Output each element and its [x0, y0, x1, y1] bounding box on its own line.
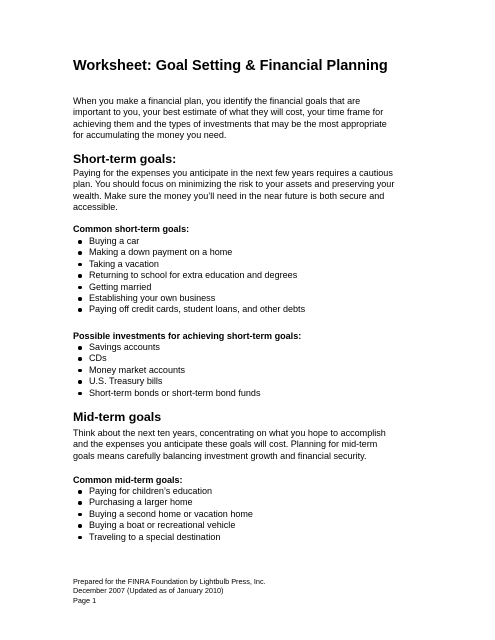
intro-line: achieving them and the types of investments that may be the most appropriate [73, 118, 387, 129]
list-item: Savings accounts [73, 342, 260, 353]
bullet-icon [78, 308, 82, 312]
bullet-icon [78, 357, 82, 361]
document-page [73, 0, 453, 640]
short-term-line: wealth. Make sure the money you’ll need in the near future is both secure and [73, 190, 385, 201]
list-item: Buying a car [73, 236, 305, 247]
bullet-icon [78, 536, 82, 540]
list-item: CDs [73, 353, 260, 364]
bullet-icon [78, 524, 82, 528]
short-term-investments-list [73, 342, 260, 399]
list-item: Getting married [73, 282, 305, 293]
bullet-icon [78, 240, 82, 244]
intro-line: for accumulating the money you need. [73, 130, 227, 141]
list-item: Paying off credit cards, student loans, and other debts [73, 304, 305, 315]
short-term-line: accessible. [73, 202, 118, 213]
list-item: Taking a vacation [73, 259, 305, 270]
list-item: Traveling to a special destination [73, 532, 253, 543]
short-term-line: Paying for the expenses you anticipate in the next few years requires a cautious [73, 168, 393, 178]
common-mid-term-heading: Common mid-term goals: [73, 475, 183, 485]
list-item: Paying for children’s education [73, 486, 253, 497]
mid-term-line: and the expenses you anticipate these goals will cost. Planning for mid-term [73, 439, 378, 450]
list-item: Returning to school for extra education and degrees [73, 270, 305, 281]
list-item: Establishing your own business [73, 293, 305, 304]
common-mid-term-list [73, 486, 253, 543]
list-item: Short-term bonds or short-term bond funds [73, 388, 260, 399]
page-footer [73, 577, 266, 605]
short-term-line: plan. You should focus on minimizing the risk to your assets and preserving your [73, 179, 395, 190]
list-item: Making a down payment on a home [73, 247, 305, 258]
bullet-icon [78, 501, 82, 505]
list-item: Money market accounts [73, 365, 260, 376]
short-term-paragraph [73, 168, 394, 214]
bullet-icon [78, 346, 82, 350]
bullet-icon [78, 490, 82, 494]
bullet-icon [78, 369, 82, 373]
footer-page-number: Page 1 [73, 595, 97, 605]
footer-date: December 2007 (Updated as of January 2010) [73, 586, 224, 596]
common-short-term-list [73, 236, 305, 316]
bullet-icon [78, 513, 82, 517]
mid-term-paragraph [73, 428, 386, 462]
list-item: Buying a boat or recreational vehicle [73, 520, 253, 531]
intro-paragraph [73, 96, 387, 142]
short-term-investments-heading: Possible investments for achieving short-term goals: [73, 331, 302, 341]
intro-line: important to you, your best estimate of what they will cost, your time frame for [73, 107, 384, 118]
common-short-term-heading: Common short-term goals: [73, 224, 190, 234]
list-item: U.S. Treasury bills [73, 376, 260, 387]
list-item: Purchasing a larger home [73, 497, 253, 508]
footer-prepared-by: Prepared for the FINRA Foundation by Lightbulb Press, Inc. [73, 577, 266, 586]
page-title: Worksheet: Goal Setting & Financial Planning [73, 58, 388, 74]
short-term-heading: Short-term goals: [73, 152, 177, 166]
bullet-icon [78, 380, 82, 384]
mid-term-line: goals means carefully balancing investment growth and financial security. [73, 450, 367, 461]
mid-term-line: Think about the next ten years, concentrating on what you hope to accomplish [73, 428, 386, 438]
mid-term-heading: Mid-term goals [73, 410, 162, 424]
intro-line: When you make a financial plan, you identify the financial goals that are [73, 96, 361, 106]
bullet-icon [78, 263, 82, 267]
list-item: Buying a second home or vacation home [73, 509, 253, 520]
bullet-icon [78, 286, 82, 290]
bullet-icon [78, 251, 82, 255]
bullet-icon [78, 392, 82, 396]
bullet-icon [78, 297, 82, 301]
bullet-icon [78, 274, 82, 278]
